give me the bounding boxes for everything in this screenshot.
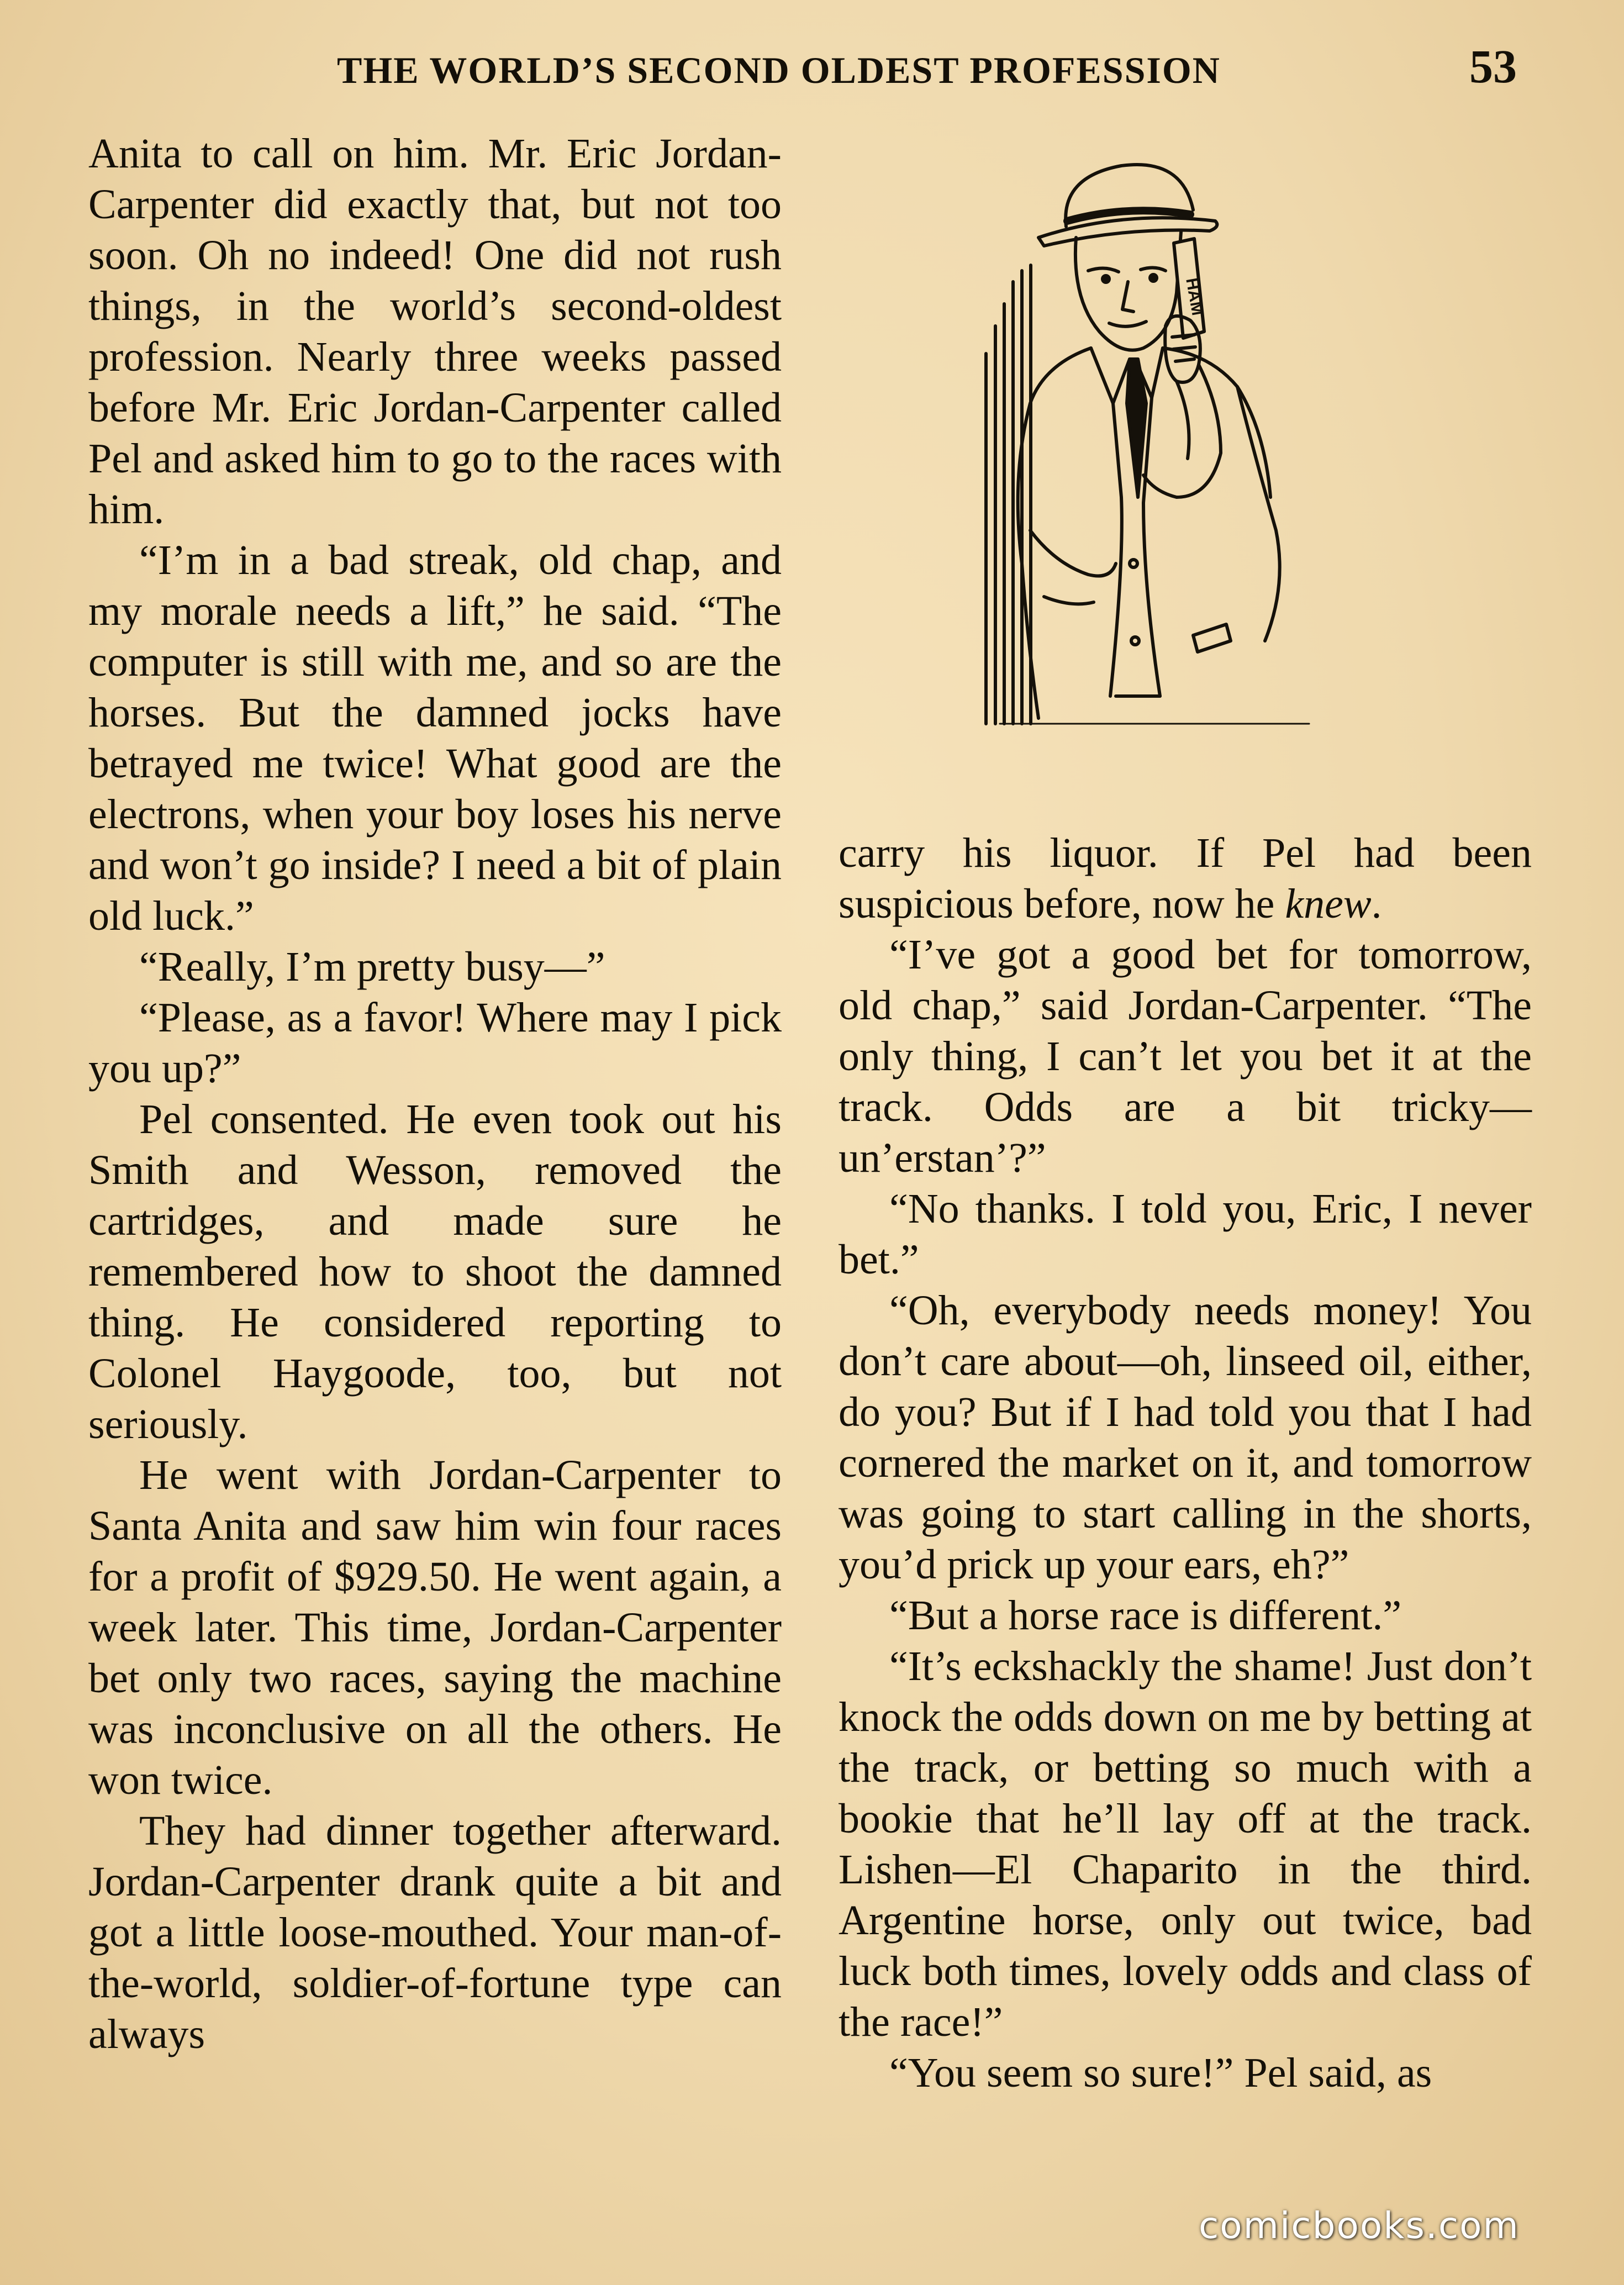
paragraph: “I’m in a bad streak, old chap, and my morale needs a lift,” he said. “The computer is still with me, and so are the horses. But the damned jocks have betrayed me twice! What good are the electrons, when your boy loses his nerve and won’t go inside? I need a bit of plain old luck.” bbox=[88, 537, 782, 939]
right-text-column bbox=[839, 828, 1532, 2098]
paragraph: “It’s eckshackly the shame! Just don’t knock the odds down on me by betting at the track, or betting so much with a bookie that he’ll lay off at the track. Lishen—El Chaparito in the third. Argentine horse, only out twice, bad luck both times, lovely odds and class of the race!” bbox=[839, 1643, 1532, 2045]
italic-word: knew bbox=[1285, 881, 1372, 927]
left-text-column bbox=[88, 128, 782, 2060]
paragraph: He went with Jordan-Carpenter to Santa Anita and saw him win four races for a profit of $929.50. He went again, a week later. This time, Jordan-Carpenter bet only two races, saying the machine was inconclusive on all the others. He won twice. bbox=[88, 1452, 782, 1803]
paragraph bbox=[839, 828, 1532, 929]
paragraph-end: . bbox=[1371, 881, 1382, 927]
paragraph: “You seem so sure!” Pel said, as bbox=[889, 2050, 1432, 2096]
phone-lettering: HAM bbox=[1182, 276, 1207, 317]
paragraph: “I’ve got a good bet for tomorrow, old chap,” said Jordan-Carpenter. “The only thing, I can’t let you bet it at the track. Odds are a bit tricky—un’erstan’?” bbox=[839, 931, 1532, 1181]
running-title: THE WORLD’S SECOND OLDEST PROFESSION bbox=[337, 49, 1221, 91]
paragraph: “No thanks. I told you, Eric, I never bet.” bbox=[839, 1186, 1532, 1283]
paragraph: “Please, as a favor! Where may I pick you up?” bbox=[88, 994, 782, 1092]
page-number: 53 bbox=[1469, 40, 1517, 93]
man-on-telephone-illustration bbox=[978, 144, 1331, 729]
paragraph: Anita to call on him. Mr. Eric Jordan-Carpenter did exactly that, but not too soon. Oh no indeed! One did not rush things, in the world’s second-oldest profession. Nearly three weeks passed before Mr. Eric Jordan-Carpenter called Pel and asked him to go to the races with him. bbox=[88, 130, 782, 533]
watermark: comicbooks.com bbox=[1199, 2204, 1520, 2247]
paragraph: “But a horse race is different.” bbox=[889, 1592, 1402, 1639]
paragraph: “Oh, everybody needs money! You don’t care about—oh, linseed oil, either, do you? But if I had told you that I had cornered the market on it, and tomorrow was going to start calling in the shorts, you’d prick up your ears, eh?” bbox=[839, 1287, 1532, 1588]
paragraph: They had dinner together afterward. Jordan-Carpenter drank quite a bit and got a little loose-mouthed. Your man-of-the-world, soldier-of-fortune type can always bbox=[88, 1808, 782, 2057]
paragraph-text: carry his liquor. If Pel had been suspicious before, now he bbox=[839, 830, 1532, 927]
paragraph: “Really, I’m pretty busy—” bbox=[139, 944, 605, 990]
paragraph: Pel consented. He even took out his Smith and Wesson, removed the cartridges, and made sure he remembered how to shoot the damned thing. He considered reporting to Colonel Haygoode, too, but not seriously. bbox=[88, 1096, 782, 1447]
